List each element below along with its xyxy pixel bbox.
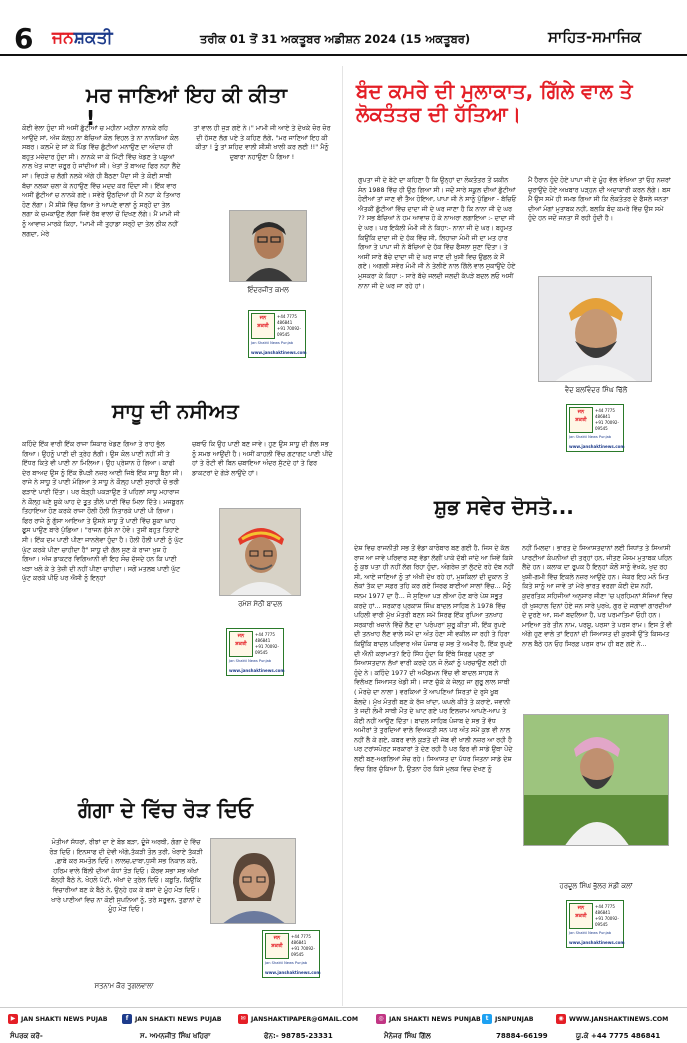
promo-phones: +44 7775 486841 +91 70092-09545 xyxy=(595,904,619,927)
promo-website: www.janshaktinews.com xyxy=(251,350,307,355)
headline-sadhu: ਸਾਧੂ ਦੀ ਨਸੀਅਤ xyxy=(112,399,239,423)
footer-website[interactable]: ◉ WWW.JANSHAKTINEWS.COM xyxy=(556,1014,668,1024)
author-photo-hardul xyxy=(523,714,669,846)
promo-phones: +44 7775 486841 +91 70092-09545 xyxy=(595,408,619,431)
promo-website: www.janshaktinews.com xyxy=(569,444,625,449)
footer-contact-bar xyxy=(0,1030,687,1043)
promo-phones: +44 7775 486841 +91 70092-09545 xyxy=(291,934,315,957)
promo-box-3 xyxy=(226,628,284,676)
footer-instagram[interactable]: ◎ JAN SHAKTI NEWS PUNJAB xyxy=(376,1014,481,1024)
author-photo-ramesh xyxy=(219,508,301,596)
article-sadhu-col1: ਕਹਿੰਦੇ ਇੱਕ ਵਾਰੀ ਇੱਕ ਰਾਜਾ ਸ਼ਿਕਾਰ ਖੇਡਣ ਗਿਆ ਤੇ ਰਾਹ ਭੁੱਲ ਗਿਆ। ਉਹਨੂੰ ਪਾਣੀ ਦੀ ਤ੍ਰੇਹ ਲੱਗੀ। ਉਸ ਕੋਲ ਪਾਣੀ ਨਹੀਂ ਸੀ ਤੇ ਇੱਧਰ ਕਿਤੇ ਵੀ ਪਾਣੀ ਨਾ ਮਿਲਿਆ। ਉਹ ਪ੍ਰੇਸ਼ਾਨ ਹੋ ਗਿਆ। ਕਾਫੀ ਦੇਰ ਬਾਅਦ ਉਸ ਨੂੰ ਇੱਕ ਝੌਂਪੜੀ ਨਜ਼ਰ ਆਈ ਜਿਥੇ ਇੱਕ ਸਾਧੂ ਬੈਠਾ ਸੀ। ਰਾਜੇ ਨੇ ਸਾਧੂ ਤੋਂ ਪਾਣੀ ਮੰਗਿਆ ਤੇ ਸਾਧੂ ਨੇ ਕੌਲ੍ਹ ਪਾਣੀ ਸੁਰਾਹੀ ਚੋ ਭਰੀ ਫੜਾਏ ਪਾਣੀ ਦਿੱਤਾ। ਪਰ ਥੋੜ੍ਹੀ ਪਕੜਾਉਣ ਤੋਂ ਪਹਿਲਾਂ ਸਾਧੂ ਮਹਾਰਾਜ ਨੇ ਕੌਲ੍ਹ ਘਣੇ ਸੂਕੇ ਘਾਹ ਦੇ ਤੂਤ ਤੀਲੇ ਪਾਣੀ ਵਿੱਚ ਮਿਲਾ ਦਿੱਤੇ। ਮਜਬੂਰਨ ਤਿਹਾਇਆ ਹੋਣ ਕਰਕੇ ਰਾਜਾ ਹੌਲੀ ਹੌਲੀ ਨਿਤਾਰਕੇ ਪਾਣੀ ਪੀ ਗਿਆ। ਫਿਰ ਰਾਜੇ ਨੂੰ ਗੁੱਸਾ ਆਇਆ ਤੇ ਉਸਨੇ ਸਾਧੂ ਤੋਂ ਪਾਣੀ ਵਿੱਚ ਸੂਕਾ ਘਾਹ ਫੂਸ ਪਾਉਣ ਬਾਰੇ ਪੁੱਛਿਆ। "ਰਾਜਨ ਗੁੱਸੇ ਨਾ ਹੋਵੋ। ਤੁਸੀਂ ਬਹੁਤ ਤਿਹਾਏ ਸੀ। ਇੱਕ ਦਮ ਪਾਣੀ ਪੀਣਾ ਜਾਨਲੇਵਾ ਹੁੰਦਾ ਹੈ। ਹੌਲੀ ਹੌਲੀ ਪਾਣੀ ਨੂੰ ਘੁੱਟ ਘੁੱਟ ਕਰਕੇ ਪੀਣਾ ਚਾਹੀਦਾ ਹੈ" ਸਾਧੂ ਦੀ ਗੱਲ ਸੁਣ ਕੇ ਰਾਜਾ ਖੁਸ਼ ਹੋ ਗਿਆ। ਅੱਜ ਡਾਕਟਰ ਵਿਗਿਆਨੀ ਵੀ ਇਹ ਸੋਚ ਦੱਸਦੇ ਹਨ ਕਿ ਪਾਣੀ ਖੜਾ ਖਲੋ ਕੇ ਤੇ ਤੇਜ਼ੀ ਦੀ ਨਹੀਂ ਪੀਣਾ ਚਾਹੀਦਾ। ਸਗੋਂ ਮਤਲਬ ਪਾਣੀ ਘੁੱਟ ਘੁੱਟ ਕਰਕੇ ਪੀਓ ਪਰ ਐਸੀ ਨੂੰ ਇਨ੍ਹਾਂ xyxy=(22,440,184,583)
promo-logo: ਜਨ ਸ਼ਕਤੀ xyxy=(229,631,253,657)
globe-icon: ◉ xyxy=(556,1014,566,1024)
headline-band-kamre: ਬੰਦ ਕਮਰੇ ਦੀ ਮੁਲਾਕਾਤ, ਗਿੱਲੇ ਵਾਲ ਤੇ ਲੋਕਤੰਤਰ ਦੀ ਹੱਤਿਆ। xyxy=(356,79,633,126)
email-icon: ✉ xyxy=(238,1014,248,1024)
newspaper-logo xyxy=(52,28,113,48)
logo-text-b: ਸ਼ਕਤੀ xyxy=(73,28,113,48)
author-photo-satnam xyxy=(210,838,296,924)
page-header xyxy=(0,0,687,56)
article-shubh-saver-col1: ਦੇਸ਼ ਵਿਚ ਰਾਜਨੀਤੀ ਸਭ ਤੋਂ ਵੱਡਾ ਕਾਰੋਬਾਰ ਬਣ ਗਈ ਹੈ, ਜਿਸ ਦੇ ਕੱਲ ਰਾਜ ਆ ਜਾਵੇ ਪਰਿਵਾਰ ਸਣ ਵੱਡਾ ਲੱਗੀਂ ਪਾਕੇ ਦੱਬੀ ਜਾਂਦੇ ਆ ਜਿਵੇਂ ਕਿਸੇ ਨੂੰ ਕੁਝ ਪਤਾ ਹੀ ਨਹੀਂ ਲੱਗ ਰਿਹਾ ਹੁੰਦਾ, ਅੰਗਰੇਜ਼ ਤਾਂ ਲੁੱਟਦੇ ਰਹੇ ਦੱਬ ਨਹੀਂ ਸੀ, ਆਏ ਜਾਣਿਆਂ ਨੂੰ ਤਾਂ ਅੱਖੀ ਦੇਖ ਰਹੇ ਹਾਂ, ਮੁਸ਼ਕਿਲਾਂ ਦੀ ਦੁਕਾਨ ਤੋਂ ਲੋਕਾਂ ਤੱਕ ਦਾ ਸਫ਼ਰ ਤਹਿ ਕਰ ਗਏ ਸਿਰਫ ਬਾਈਆਂ ਸਾਲਾਂ ਵਿੱਚ... ਮੈਨੂੰ ਜਨਮ 1977 ਦਾ ਹੈ... ਜੋ ਸੁਣਿਆ ਪੜ ਲੀਆ ਹੋਣ ਬਾਰੇ ਪੇਸ਼ ਸਭੂਤ ਕਰਦੇ ਹਾਂ... ਸਰਕਾਰ ਪ੍ਰਕਾਸ਼ ਸਿੰਘ ਬਾਦਲ ਸਾਹਿਬ ਨੇ 1978 ਵਿੱਚ ਪਹਿਲੀ ਵਾਰੀ ਮੁੱਖ ਮੰਤਰੀ ਬਣਨ ਸਮੇਂ ਸਿਰਫ ਇੱਕ ਰੁਪਿਆ ਤਨਖਾਹ ਸਰਕਾਰੀ ਖਜ਼ਾਨੇ ਵਿੱਚੋਂ ਲੈਣ ਦਾ 'ਪਰੰਪਰਾ' ਸ਼ੁਰੂ ਕੀਤਾ ਸੀ, ਇੱਕ ਰੁਪਏ ਦੀ ਤਨਖਾਹ ਲੈਣ ਵਾਲੇ ਸਮੇਂ ਦਾ ਅੰਤ ਹੋਣਾ ਸੀ ਵਕੀਲ ਜਾ ਰਹੀ ਤੇ ਹਿਰਾ ਕਿਉਂਕਿ ਬਾਦਲ ਪਰਿਵਾਰ ਅੱਜ ਪੰਜਾਬ ਚ ਸਭ ਤੋਂ ਅਮੀਰ ਹੈ, ਇੱਕ ਰੁਪਏ ਦੀ ਐਨੀ ਕਰਾਮਾਤ? ਇਹੋ ਸਿੱਧ ਹੁੰਦਾ ਕਿ ਇੱਥੇ ਸਿਰਫ਼ ਪ੍ਰਣ ਤਾਂ ਸਿਆਸਤਦਾਨ ਲੱਖਾਂ ਵਾਰੀ ਕਰਦੇ ਹਨ ਜੋ ਲੋਕਾਂ ਨੂੰ ਪਰਚਾਉਣ ਲਈ ਹੀ ਹੁੰਦੇ ਨੇ। ਕਹਿੰਦੇ 1977 ਦੀ ਅਮੈਂਡਮਨ ਵਿੱਚ ਵੀ ਬਾਦਲ ਸਾਹਬ ਨੇ ਵਿਲੱਖਣ ਸਿਆਸਤ ਖੇਡੀ ਸੀ। ਜਾਣ ਚੁੱਕੇ ਕੇ ਜੇਲ੍ਹ ਜਾ ਗੁਰੂ ਲਾਲ ਸਾਥੀ ( ਮੋਰਚੇ ਦਾ ਨਾਲਾ ) ਵਰਕਿਆਂ ਤੋਂ ਆਪਣਿਆਂ ਸਿਰਤਾਂ ਦੇ ਰੁਸੇ ਖੂਬ ਬੋਲਦੇ। ਮੁੱਖ ਮੰਤਰੀ ਬਣ ਕੇ ਰੱਜ ਖਾਂਦਾ, ਘਪਲੇ ਕੀਤੇ ਤੇ ਕਰਾਏ, ਜਵਾਨੀ ਤੇ ਜਦੀ ਲੰਮੀ ਸਾਥੀ ਮੌਤ ਦੇ ਘਾਟ ਗਏ ਪਰ ਇਲਜ਼ਾਮ ਆਪਣੇ-ਆਪ ਤੇ ਕੋਈ ਨਹੀਂ ਆਉਣ ਦਿੱਤਾ। ਬਾਦਲ ਸਾਹਿਬ ਪੰਜਾਬ ਦੇ ਸਭ ਤੋਂ ਵੱਧ ਅਮੀਰਾਂ ਤੇ ਤੁਰਦਿਆਂ ਵਾਲੇ ਵਿਅਕਤੀ ਸਨ ਪਰ ਅੰਤ ਸਮੇਂ ਕੁਝ ਵੀ ਨਾਲ ਨਹੀਂ ਲੈ ਕੇ ਗਏ, ਕਬਰ ਵਾਲੇ ਕੁੜਤੇ ਦੀ ਜੇਬ ਵੀ ਖਾਲੀ ਨਜ਼ਰ ਆ ਰਹੀ ਹੈ ਪਰ ਟਰਾਂਸਪੋਰਟ ਸਰਕਾਰਾਂ ਤੇ ਦੇਣ ਰਹੀ ਹੈ ਪਰ ਫਿਰ ਵੀ ਸਾਡੇ ਉਥਾ ਪੌਦੇ ਲਈ ਬਣ-ਅਗਲਿਆਂ ਸੋਚ ਰਹੇ। ਸਿਆਸਤ ਦਾ ਪੱਧਰ ਜਿਤਨਾ ਸਾਡੇ ਦੇਸ਼ ਵਿਚ ਗਿਰ ਚੁੱਕਿਆ ਹੈ, ਉਤਨਾ ਹੋਰ ਕਿਸੇ ਮੁਲਕ ਵਿਚ ਦੇਖਣ ਨੂੰ xyxy=(354,544,514,773)
author-photo-inderjit xyxy=(229,210,307,282)
edition-date: ਤਰੀਕ 01 ਤੋਂ 31 ਅਕਤੂਬਰ ਅਡੀਸ਼ਨ 2024 (15 ਅਕਤੂਬਰ) xyxy=(200,32,471,46)
footer-youtube[interactable]: ▶ JAN SHAKTI NEWS PUJAB xyxy=(8,1014,108,1024)
promo-phones: +44 7775 486841 +91 70092-09545 xyxy=(277,314,301,337)
section-title: ਸਾਹਿਤ-ਸਮਾਜਿਕ xyxy=(548,28,642,46)
promo-box-5 xyxy=(566,900,624,948)
editor-phone: ਫੋਨ:- 98785-23331 xyxy=(264,1032,333,1040)
promo-website: www.janshaktinews.com xyxy=(569,940,625,945)
headline-mar-jaaniyan: ਮਰ ਜਾਣਿਆਂ ਇਹ ਕੀ ਕੀਤਾ ! xyxy=(86,83,287,130)
footer-twitter[interactable]: t JSNPUNJAB xyxy=(482,1014,533,1024)
article-band-kamre-col2: ਮੈਂ ਹੈਰਾਨ ਹੁੰਦੇ ਹੋਏ ਪਾਪਾ ਜੀ ਦੇ ਮੂੰਹ ਵੱਲ ਵੇਖਿਆ ਤਾਂ ਓਹ ਨਜ਼ਰਾਂ ਚੁਰਾਉਂਦੇ ਹੋਏ ਅਖ਼ਬਾਰ ਪੜ੍ਹਨ ਦੀ ਅਦਾਕਾਰੀ ਕਰਨ ਲੱਗੇ। ਬਸ ਮੈਂ ਉਸ ਸਮੇਂ ਹੀ ਸਮਝ ਗਿਆ ਸੀ ਕਿ ਲੋਕਤੰਤਰ ਦੇ ਫੈਸਲੇ ਜਨਤਾ ਦੀਆਂ ਮੰਗਾਂ ਮੁਤਾਬਕ ਨਹੀਂ, ਬਲਕਿ ਬੰਦ ਕਮਰੇ ਵਿੱਚ ਉਸ ਸਮੇਂ ਹੁੰਦੇ ਹਨ ਜਦੋਂ ਜਨਤਾ ਸੌਂ ਰਹੀ ਹੁੰਦੀ ਹੈ। xyxy=(528,176,671,223)
poem-author: ਸਤਨਾਮ ਕੌਰ ਤੁਗਲਵਾਲਾ xyxy=(94,982,154,990)
article-band-kamre-col1: ਗੁਪਤਾ ਜੀ ਦੇ ਬੇਟੇ ਦਾ ਕਹਿਣਾ ਹੈ ਕਿ ਉਨ੍ਹਾਂ ਦਾ ਲੋਕਤੰਤਰ ਤੋਂ ਯਕੀਨ ਸੰਨ 1988 ਵਿੱਚ ਹੀ ਉਠ ਗਿਆ ਸੀ। ਜਦੋਂ ਸਾਰੇ ਸਕੂਲ ਦੀਆਂ ਛੁੱਟੀਆਂ ਹੋਈਆਂ ਤਾਂ ਜਾਣ ਵੀ ਤੈਅ ਹੋਇਆ, ਪਾਪਾ ਜੀ ਨੇ ਸਾਨੂੰ ਪੁੱਛਿਆ - ਬੱਚਿਓ ਐਤਕੀਂ ਛੁੱਟੀਆਂ ਵਿੱਚ ਦਾਦਾ ਜੀ ਦੇ ਘਰ ਜਾਣਾ ਹੈ ਕਿ ਨਾਨਾ ਜੀ ਦੇ ਘਰ ?? ਸਭ ਬੱਚਿਆਂ ਨੇ ਹਮ ਆਵਾਜ਼ ਹੋ ਕੇ ਨਾਅਰਾ ਲਗਾਇਆ :- ਦਾਦਾ ਜੀ ਦੇ ਘਰ। ਪਰ ਇਕੱਲੀ ਮੰਮੀ ਜੀ ਨੇ ਕਿਹਾ:- ਨਾਨਾ ਜੀ ਦੇ ਘਰ। ਬਹੁਮਤ ਕਿਉਂਕਿ ਦਾਦਾ ਜੀ ਦੇ ਹੱਕ ਵਿੱਚ ਸੀ, ਲਿਹਾਜ਼ਾ ਮੰਮੀ ਜੀ ਦਾ ਮਤ ਹਾਰ ਗਿਆ ਤੇ ਪਾਪਾ ਜੀ ਨੇ ਬੱਚਿਆਂ ਦੇ ਹੱਕ ਵਿੱਚ ਫੈਸਲਾ ਸੁਣਾ ਦਿੱਤਾ। ਤੇ ਅਸੀਂ ਸਾਰੇ ਬੱਚੇ ਦਾਦਾ ਜੀ ਦੇ ਘਰ ਜਾਣ ਦੀ ਖੁਸ਼ੀ ਵਿਚ ਉਛਲ ਕੇ ਸੌਂ ਗਏ। ਅਗਲੀ ਸਵੇਰ ਮੰਮੀ ਜੀ ਨੇ ਤੇਲੀਏ ਨਾਲ ਗਿੱਲੇ ਵਾਲ ਸੁਕਾਉਂਦੇ ਹੋਏ ਮੁਸਕਰਾ ਕੇ ਕਿਹਾ :- ਸਾਰੇ ਬੱਚੇ ਜਲਦੀ ਜਲਦੀ ਕੱਪੜੇ ਬਦਲ ਲਓ ਅਸੀਂ ਨਾਨਾ ਜੀ ਦੇ ਘਰ ਜਾ ਰਹੇ ਹਾਂ। xyxy=(358,176,517,290)
poem-ganga: ਮੋਤੀਆਂ ਸੱਧਰਾਂ, ਰੀਝਾਂ ਦਾ ਏ ਬੋਝ ਬੜਾ, ਦੂੰਜੇ ਅਰਥੀ, ਗੰਗਾ ਦੇ ਵਿੱਚ ਰੋੜ ਦਿਓ। ਇਨਸਾਫ ਦੀ ਦੇਵੀ ਅੱਗੇ,ਤੱਕੜੀ ਤੋਲ ਤਰੀ, ਖੋਰਾਏ ਤੱਕੜੀ ,ਛਾਬੇ ਕਰ ਸਮਤੋਲ ਦਿਓ। ਲਾਲਚ,ਦਾਬਾ,ਧੁਸੀ ਸਭ ਨਿਕਾਲ ਕਰੋ, ਹਰਿਮ ਵਾਲੇ ਬਿੱਲੀ ਦੀਆਂ ਕੰਧਾਂ ਤੋੜ ਦਿਓ। ਕੌਰਵ ਸਭਾ ਸਭ ਅੱਖਾਂ ਬੰਨ੍ਹੀ ਬੈਠੇ ਨੇ, ਖੋਹਲੋ ਪੱਟੀ, ਅੱਖਾਂ ਦੇ ਤ੍ਰੇਲ ਦਿਓ। ਕਬੂਤਿ, ਕਿਉਂਕਿ ਵਿਚਾਰੀਆਂ ਬਣ ਕੇ ਬੈਠੇ ਨੇ, ਉਨ੍ਹੇ ਹਕ ਕੇ ਬਸਾਂ ਦੇ ਮੂੰਹ ਮੋੜ ਦਿਓ। ਖਾਰੇ ਪਾਣੀਆਂ ਵਿਚ ਨਾ ਕੋਈ ਸੁਪਨਿਆਂ ਨੂੰ, ਤਰੇ ਸਰੂਵਨ, ਤੁਫ਼ਾਨਾਂ ਦੇ ਮੂੰਹ ਮੋੜ ਦਿਓ। xyxy=(49,838,203,914)
footer-facebook[interactable]: f JAN SHAKTI NEWS PUJAB xyxy=(122,1014,222,1024)
page-footer xyxy=(0,1007,687,1043)
promo-logo: ਜਨ ਸ਼ਕਤੀ xyxy=(265,933,289,959)
headline-ganga: ਗੰਗਾ ਦੇ ਵਿੱਚ ਰੋੜ ਦਿਓ xyxy=(78,798,253,822)
promo-box-1 xyxy=(248,310,306,358)
manager-phone: 78884-66199 xyxy=(496,1032,548,1040)
promo-name: Jan Shakti News Punjab xyxy=(569,931,612,935)
article-sadhu-col2: ਚਬਾਓ ਕਿ ਉਹ ਪਾਣੀ ਬਣ ਜਾਵੇ। ਹੁਣ ਉਸ ਸਾਧੂ ਦੀ ਗੱਲ ਸਭ ਨੂੰ ਸਮਝ ਆਉਂਦੀ ਹੈ। ਅਸੀਂ ਕਾਹਲੀ ਵਿੱਚ ਗਟਾਗਟ ਪਾਣੀ ਪੀਂਦੇ ਹਾਂ ਤੇ ਰੋਟੀ ਵੀ ਬਿਨ ਚਬਾਇਆ ਅੰਦਰ ਸੁੱਟਦੇ ਹਾਂ ਤੇ ਫਿਰ ਡਾਕਟਰਾਂ ਦੇ ਗੇੜੇ ਲਾਉਂਦੇ ਹਾਂ। xyxy=(192,440,333,477)
youtube-icon: ▶ xyxy=(8,1014,18,1024)
caption-inderjit: ਇੰਦਰਜੀਤ ਕਮਲ xyxy=(247,286,289,294)
page-number: 6 xyxy=(14,22,34,55)
column-divider xyxy=(342,66,343,1006)
promo-website: www.janshaktinews.com xyxy=(229,668,285,673)
contact-label: ਸੰਪਰਕ ਕਰੋ- xyxy=(10,1032,43,1040)
footer-email[interactable]: ✉ JANSHAKTIPAPER@GMAIL.COM xyxy=(238,1014,358,1024)
promo-phones: +44 7775 486841 +91 70092-09545 xyxy=(255,632,279,655)
article-mar-jaaniyan-col1: ਕੋਈ ਵੇਲਾ ਹੁੰਦਾ ਸੀ ਅਸੀਂ ਛੁੱਟੀਆਂ ਚ ਮਹੀਨਾ ਮਹੀਨਾ ਨਾਨਕੇ ਰਹਿ ਆਉਂਦੇ ਸਾਂ, ਅੱਜ ਕੱਲ੍ਹ ਨਾ ਬੱਚਿਆਂ ਕੋਲ ਵਿਹਲ ਤੇ ਨਾ ਨਾਨਕਿਆਂ ਕੋਲ ਸਬਰ। ਕਲਮੋ ਦੇ ਸਾਂ ਕੇ ਪਿੰਡ ਵਿੱਚ ਛੁੱਟੀਆਂ ਮਨਾਉਣ ਦਾ ਅੰਦਾਜ਼ ਹੀ ਬਹੁਤ ਮਜ਼ੇਦਾਰ ਹੁੰਦਾ ਸੀ। ਨਾਨਕੇ ਜਾ ਕੇ ਮਿੱਟੀ ਵਿੱਚ ਖੇਡਣ ਤੇ ਪਸ਼ੂਆਂ ਨਾਲ ਖੇਤ ਜਾਣਾ ਜ਼ਰੂਰ ਹੋ ਜਾਂਦੀਆਂ ਸੀ। ਖੇਤਾਂ ਤੋਂ ਬਾਅਦ ਫਿਰ ਨਹਾ ਲੈਂਦੇ ਸਾਂ। ਵਿਹੜੇ ਚ ਲੱਗੀ ਨਲਕੇ ਅੱਗੇ ਹੀ ਬੈਠਣਾ ਪੈਂਦਾ ਸੀ ਤੇ ਕੋਈ ਸਾਥੀ ਬੱਚਾ ਨਲਕਾ ਚਲਾ ਕੇ ਨਹਾਉਣ ਵਿੱਚ ਮਦਦ ਕਰ ਦਿੰਦਾ ਸੀ। ਇੱਕ ਵਾਰ ਅਸੀਂ ਛੁੱਟੀਆਂ ਚ ਨਾਨਕੇ ਗਏ। ਸਵੇਰੇ ਉਠਦਿਆਂ ਹੀ ਮੈਂ ਨਹਾ ਕੇ ਤਿਆਰ ਹੋਣ ਲੱਗਾ। ਮੈਂ ਸ਼ੀਸ਼ੇ ਵਿੱਚ ਗਿਆ ਤੇ ਆਪਣੇ ਵਾਲਾਂ ਨੂੰ ਸਰ੍ਹੋਂ ਦਾ ਤੇਲ ਲਗਾ ਕੇ ਚਮਕਾਉਣ ਲੱਗਾ ਜਿਵੇਂ ਰੱਬ ਵਾਲਾਂ ਚੋਂ ਦਿਖਣ ਲੱਗੇ। ਮੈਂ ਮਾਮੀ ਜੀ ਨੂੰ ਆਵਾਜ਼ ਮਾਰਕੇ ਕਿਹਾ, "ਮਾਮੀ ਜੀ ਤੁਹਾਡਾ ਸਰ੍ਹੋਂ ਦਾ ਤੇਲ ਠੀਕ ਨਹੀਂ ਲਗਦਾ, ਮੇਰੇ xyxy=(22,124,181,238)
editor-name: ਸ. ਅਮਨਜੀਤ ਸਿੰਘ ਖਹਿਰਾ xyxy=(140,1032,211,1040)
caption-balwinder: ਵੈਦ ਬਲਵਿੰਦਰ ਸਿੰਘ ਢਿੱਲੋਂ xyxy=(564,386,628,394)
facebook-icon: f xyxy=(122,1014,132,1024)
promo-name: Jan Shakti News Punjab xyxy=(251,341,294,345)
promo-name: Jan Shakti News Punjab xyxy=(229,659,272,663)
twitter-icon: t xyxy=(482,1014,492,1024)
caption-ramesh: ਰਮੇਸ਼ ਸੇਠੀ ਬਾਦਲ xyxy=(238,600,282,608)
promo-box-4 xyxy=(262,930,320,978)
uk-phone: ਯੂ.ਕੇ +44 7775 486841 xyxy=(576,1032,661,1040)
article-mar-jaaniyan-col2: ਤਾਂ ਵਾਲ ਹੀ ਜੁੜ ਗਏ ਨੇ।" ਮਾਮੀ ਜੀ ਆਏ ਤੇ ਦੇਖਕੇ ਜ਼ੋਰ ਜ਼ੋਰ ਦੀ ਹੱਸਣ ਲੱਗ ਪਏ ਤੇ ਕਹਿਣ ਲੱਗੇ, "ਮਰ ਜਾਣਿਆਂ ਇਹ ਕੀ ਕੀਤਾ ! ਤੂੰ ਤਾਂ ਸ਼ਹਿਦ ਵਾਲੀ ਸ਼ੀਸ਼ੀ ਖਾਲੀ ਕਰ ਲਈ !!" ਮੈਨੂੰ ਦੁਬਾਰਾ ਨਹਾਉਣਾ ਪੈ ਗਿਆ ! xyxy=(193,124,331,161)
caption-hardul: ਹਰਦੂਲ ਸਿੰਘ ਭੁੱਲਰ ਮੱਡੀ ਕਲਾਂ xyxy=(559,882,633,890)
logo-text-a: ਜਨ xyxy=(52,28,74,48)
promo-website: www.janshaktinews.com xyxy=(265,970,321,975)
headline-shubh-saver: ਸ਼ੁਭ ਸਵੇਰ ਦੋਸਤੋ... xyxy=(434,495,574,519)
promo-name: Jan Shakti News Punjab xyxy=(265,961,308,965)
instagram-icon: ◎ xyxy=(376,1014,386,1024)
promo-logo: ਜਨ ਸ਼ਕਤੀ xyxy=(569,903,593,929)
manager-name: ਮੈਨੇਜਰ ਸਿੰਘ ਗਿੱਲ xyxy=(384,1032,431,1040)
author-photo-balwinder xyxy=(538,276,652,382)
article-shubh-saver-col2: ਨਹੀਂ ਮਿਲਦਾ। ਭਾਰਤ ਦੇ ਸਿਆਸਤਦਾਨਾਂ ਲਈ ਸਿਧਾਂਤ ਤੇ ਸਿਆਸੀ ਪਾਰਟੀਆਂ ਕੰਪਨੀਆਂ ਦੀ ਤਰ੍ਹਾਂ ਹਨ, ਜੀਤਣ ਮੌਸਮ ਮੁਤਾਬਕ ਪਹਿਨ ਲੈਂਦੇ ਹਨ। ਕਲਾਕ ਦਾ ਰੂਪਕ ਹੈ ਇਨ੍ਹਾਂ ਕੋਲੋਂ ਸਾਨੂੰ ਵੇਖਕੇ, ਖੁਦ ਰਹ ਖੁਸ਼ੀ-ਗਮੀ ਵਿੱਚ ਇਕਲੇ ਨਜ਼ਰ ਆਉਂਦੇ ਹਨ। ਜੇਕਰ ਇਹ ਮਨੋ ਮਿਤ ਕਿਤੇ ਸਾਨੂੰ ਆ ਜਾਵੇ ਤਾਂ ਮੇਰੇ ਭਾਰਤ ਵਰਗਾ ਕੋਈ ਦੇਸ਼ ਨਹੀਂ, ਕੁਦਰਤਿਕ ਸਹਿਜੀਆਂ ਅਨੁਸਾਰ ਜੀਣਾ 'ਚ ਪ੍ਰਹਿਮਨਾਂ ਸੱਜਿਆਂ ਵਿਚ ਹੀ ਖੁਸ਼ਹਾਲ ਦਿਨਾਂ ਹੋਏ ਜਨ ਸਾਰੇ ਪੁਰਖੇ, ਗੁਰ ਦੇ ਜਗਾਵਾਂ ਗਾਰਦੀਆਂ ਦੇ ਦੁਰਣੇ ਆ, ਸਮਾਂ ਬਦਲਿਆ ਹੈ, ਪਰ ਪਰਮਾਤਿਮਾਂ ਓਹੀ ਹਨ। ਮਾਇਆ ਤਰੇ ਤੀਨ ਨਾਮ, ਪਰਸੂ, ਪਰਸਾ ਤੇ ਪਰਸ ਰਾਮ। ਇਸ ਤੋਂ ਵੀ ਅੱਗੇ ਹੁਣ ਵਾਲੇ ਤਾਂ ਇਹਨਾਂ ਦੀ ਸਿਆਸਤ ਦੀ ਕੁਰਸੀ ਉੱਤੇ ਕਿਸਮਤ ਨਾਲ ਬੈਠੇ ਹਨ ਓਹ ਸਿਰਫ਼ ਪਰਸ ਰਾਮ ਹੀ ਬਣ ਗਏ ਨੇ... xyxy=(522,544,673,648)
promo-logo: ਜਨ ਸ਼ਕਤੀ xyxy=(569,407,593,433)
promo-name: Jan Shakti News Punjab xyxy=(569,435,612,439)
promo-box-2 xyxy=(566,404,624,452)
promo-logo: ਜਨ ਸ਼ਕਤੀ xyxy=(251,313,275,339)
